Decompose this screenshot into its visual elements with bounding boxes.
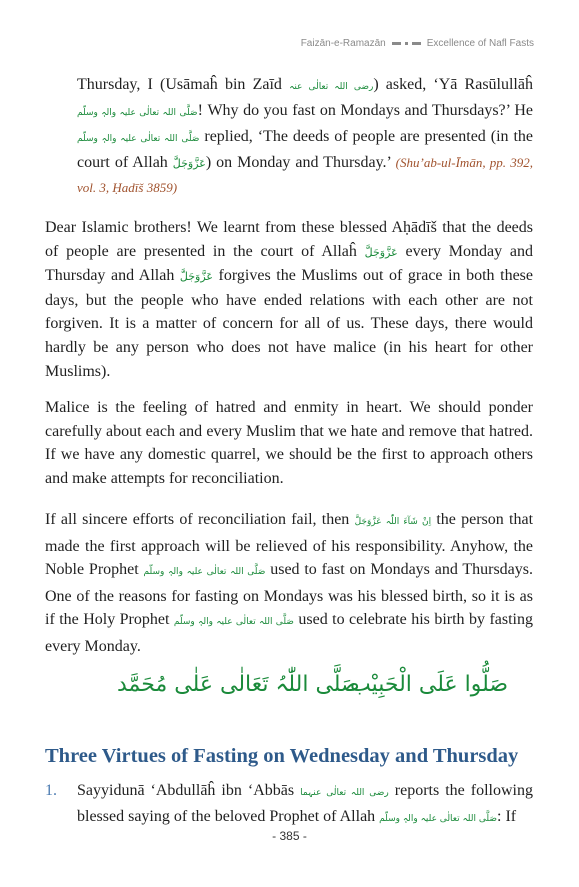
page-number: - 385 - bbox=[272, 829, 307, 843]
citation: (Shu’ab-ul-Īmān, pp. 392, vol. 3, Ḥadīš 3859) bbox=[77, 155, 533, 195]
arabic-honorific: رضی اللہ تعالٰی عنہما bbox=[300, 788, 389, 798]
arabic-honorific: عَزَّوَجَلَّ bbox=[364, 245, 398, 259]
arabic-honorific: عَزَّوَجَلَّ bbox=[179, 270, 213, 284]
salawat-line bbox=[0, 672, 579, 712]
arabic-salutation: صَلَّی اللہ تعالٰی علیہ والہٖ وسلّم bbox=[143, 567, 266, 578]
list-item-text: Sayyidunā ‘Abdullāĥ ibn ‘Abbās رضی اللہ تعالٰی عنہما reports the following blessed saying of the beloved Prophet of Allah صَلَّی اللہ تعالٰی علیہ والہٖ وسلّم: If bbox=[77, 782, 533, 825]
arabic-salutation: صَلَّی اللہ تعالٰی علیہ والہٖ وسلّم bbox=[379, 814, 497, 824]
list-number: 1. bbox=[45, 782, 57, 799]
chapter-title: Excellence of Nafl Fasts bbox=[426, 38, 534, 49]
book-title: Faizān-e-Ramazān bbox=[300, 38, 386, 49]
salawat-right: صَلُّوا عَلَی الْحَبِیْب bbox=[350, 672, 509, 697]
arabic-salutation: صَلَّی اللہ تعالٰی علیہ والہٖ وسلّم bbox=[173, 617, 294, 628]
paragraph-1: Dear Islamic brothers! We learnt from these blessed Aḥādīš that the deeds of people are presented in the court of Allaĥ عَزَّوَجَلَّ every Monday and Thursday and Allah عَزَّوَجَلَّ forgives the Muslims out of grace in both these days, but the people who have ended relations with each other are not forgiven. It is a matter of concern for all of us. These days, there would hardly be any person who does not have malice (in his heart for other Muslims). bbox=[45, 219, 533, 380]
salawat-left: صَلَّی اللّٰہُ تَعَالٰی عَلٰی مُحَمَّد bbox=[117, 672, 360, 697]
section-heading: Three Virtues of Fasting on Wednesday and Thursday bbox=[45, 745, 519, 767]
arabic-honorific: عَزَّوَجَلَّ bbox=[172, 157, 206, 170]
paragraph-2: Malice is the feeling of hatred and enmity in heart. We should ponder carefully about each and every Muslim that we hate and remove that hatred. If we have any domestic quarrel, we should be the first to approach others and make attempts for reconciliation. bbox=[45, 399, 533, 487]
arabic-honorific: رضی اللہ تعالٰی عنہ bbox=[289, 82, 374, 92]
header-separator bbox=[392, 42, 421, 45]
arabic-salutation: صَلَّی اللہ تعالٰی علیہ والہٖ وسلّم bbox=[77, 108, 198, 118]
paragraph-3: If all sincere efforts of reconciliation fail, then اِنْ شَآءَ اللّٰہ عَزَّوَجَلَّ the person that made the first approach will be relieved of his responsibility. Anyhow, the Noble Prophet صَلَّی اللہ تعالٰی علیہ والہٖ وسلّم used to fast on Mondays and Thursdays. One of the reasons for fasting on Mondays was his blessed birth, so it is as if the Holy Prophet صَلَّی اللہ تعالٰی علیہ والہٖ وسلّم used to celebrate his birth by fasting every Monday. bbox=[45, 511, 534, 655]
arabic-inshallah: اِنْ شَآءَ اللّٰہ عَزَّوَجَلَّ bbox=[354, 517, 432, 527]
arabic-salutation: صَلَّی اللہ تعالٰی علیہ والہٖ وسلّم bbox=[77, 134, 200, 144]
running-header bbox=[301, 38, 534, 49]
hadith-quote: Thursday, I (Usāmaĥ bin Zaīd رضی اللہ تعالٰی عنہ) asked, ‘Yā Rasūlullāĥ صَلَّی اللہ تعالٰی علیہ والہٖ وسلّم! Why do you fast on Mondays and Thursdays?’ He صَلَّی اللہ تعالٰی علیہ والہٖ وسلّم replied, ‘The deeds of people are presented (in the court of Allah عَزَّوَجَلَّ) on Monday and Thursday.’ (Shu’ab-ul-Īmān, pp. 392, vol. 3, Ḥadīš 3859) bbox=[77, 76, 533, 195]
